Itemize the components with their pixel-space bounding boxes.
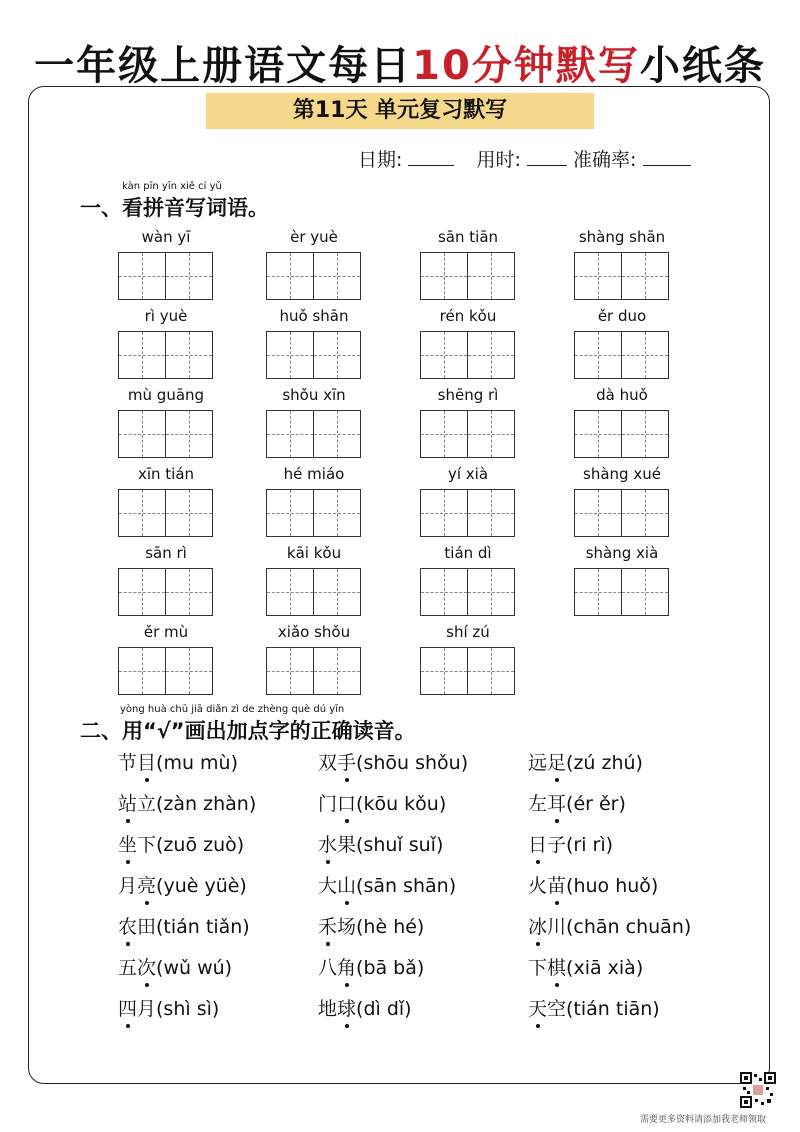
- writing-grid[interactable]: [266, 647, 362, 695]
- dotted-character: 次: [137, 953, 156, 980]
- item-options: (xiā xià): [566, 957, 644, 979]
- dotted-character: 苗: [547, 871, 566, 898]
- grid-cell[interactable]: [165, 568, 213, 616]
- writing-grid[interactable]: [420, 410, 516, 458]
- word-pinyin: hé miáo: [283, 465, 345, 483]
- grid-cell[interactable]: [313, 568, 361, 616]
- word-pinyin: shǒu xīn: [282, 386, 346, 404]
- word-pinyin: shí zú: [446, 623, 490, 641]
- dotted-character: 农: [118, 912, 137, 939]
- date-label: 日期:: [358, 149, 403, 171]
- grid-cell[interactable]: [467, 252, 515, 300]
- word-pinyin: yí xià: [447, 465, 489, 483]
- writing-grid[interactable]: [266, 568, 362, 616]
- dotted-character: 口: [337, 789, 356, 816]
- pronunciation-item[interactable]: [528, 830, 613, 857]
- item-prefix: 双: [318, 752, 338, 774]
- grid-cell[interactable]: [467, 489, 515, 537]
- pronunciation-item[interactable]: [318, 871, 456, 898]
- item-options: 川(chān chuān): [547, 916, 692, 938]
- dotted-character: 冰: [528, 912, 547, 939]
- meta-line: [358, 145, 691, 172]
- pronunciation-item[interactable]: [318, 789, 446, 816]
- item-options: (ér ěr): [566, 793, 626, 815]
- qr-code-icon: [740, 1072, 776, 1108]
- writing-grid[interactable]: [574, 331, 670, 379]
- grid-cell[interactable]: [313, 410, 361, 458]
- item-prefix: 左: [528, 793, 548, 815]
- grid-cell[interactable]: [420, 568, 468, 616]
- day-banner: 第11天 单元复习默写: [206, 93, 594, 129]
- grid-cell[interactable]: [574, 489, 622, 537]
- grid-cell[interactable]: [313, 252, 361, 300]
- grid-cell[interactable]: [467, 647, 515, 695]
- item-prefix: 门: [318, 793, 338, 815]
- pronunciation-item[interactable]: [118, 994, 219, 1021]
- writing-grid[interactable]: [266, 410, 362, 458]
- writing-grid[interactable]: [574, 568, 670, 616]
- item-prefix: 下: [528, 957, 548, 979]
- item-options: (kōu kǒu): [356, 793, 447, 815]
- dotted-character: 目: [137, 748, 156, 775]
- grid-cell[interactable]: [621, 331, 669, 379]
- dotted-character: 山: [337, 871, 356, 898]
- dotted-character: 四: [118, 994, 137, 1021]
- word-pinyin: huǒ shān: [279, 307, 349, 325]
- accuracy-blank[interactable]: [643, 147, 691, 166]
- section2-title: 二、用“√”画出加点字的正确读音。: [80, 719, 416, 743]
- grid-cell[interactable]: [266, 331, 314, 379]
- item-options: (zú zhú): [566, 752, 643, 774]
- dotted-character: 日: [528, 830, 547, 857]
- time-label: 用时:: [476, 149, 521, 171]
- grid-cell[interactable]: [118, 252, 166, 300]
- pronunciation-item[interactable]: [318, 994, 412, 1021]
- writing-grid[interactable]: [420, 331, 516, 379]
- grid-cell[interactable]: [266, 489, 314, 537]
- grid-cell[interactable]: [165, 331, 213, 379]
- grid-cell[interactable]: [118, 489, 166, 537]
- dotted-character: 坐: [118, 830, 137, 857]
- item-options: (shōu shǒu): [356, 752, 469, 774]
- word-pinyin: èr yuè: [290, 228, 338, 246]
- item-options: (dì dǐ): [356, 998, 412, 1020]
- grid-cell[interactable]: [621, 252, 669, 300]
- section2-pinyin-hint: yòng huà chū jiā diǎn zì de zhèng què dú yīn: [120, 704, 345, 715]
- grid-cell[interactable]: [621, 410, 669, 458]
- item-options: 田(tián tiǎn): [137, 916, 250, 938]
- dotted-character: 棋: [547, 953, 566, 980]
- footer-note: 需要更多资料请添加我老师领取: [639, 1115, 766, 1125]
- writing-grid[interactable]: [420, 647, 516, 695]
- pronunciation-item[interactable]: [318, 953, 424, 980]
- item-options: 下(zuō zuò): [137, 834, 245, 856]
- dotted-character: 角: [337, 953, 356, 980]
- pronunciation-item[interactable]: [118, 748, 238, 775]
- section1-pinyin-hint: kàn pīn yīn xiě cí yǔ: [122, 181, 222, 192]
- dotted-character: 站: [118, 789, 137, 816]
- item-options: (mu mù): [156, 752, 238, 774]
- item-prefix: 远: [528, 752, 548, 774]
- item-prefix: 五: [118, 957, 138, 979]
- word-pinyin: mù guāng: [127, 386, 205, 404]
- grid-cell[interactable]: [420, 647, 468, 695]
- writing-grid[interactable]: [420, 489, 516, 537]
- word-pinyin: kāi kǒu: [286, 544, 342, 562]
- page-title: 一年级上册语文每日10分钟默写小纸条: [34, 43, 766, 89]
- word-pinyin: sān tiān: [437, 228, 499, 246]
- grid-cell[interactable]: [574, 252, 622, 300]
- item-options: (sān shān): [356, 875, 457, 897]
- pronunciation-item[interactable]: [528, 789, 626, 816]
- writing-grid[interactable]: [266, 331, 362, 379]
- dotted-character: 手: [337, 748, 356, 775]
- writing-grid[interactable]: [118, 331, 214, 379]
- dotted-character: 亮: [137, 871, 156, 898]
- grid-cell[interactable]: [467, 568, 515, 616]
- grid-cell[interactable]: [266, 410, 314, 458]
- writing-grid[interactable]: [118, 252, 214, 300]
- pronunciation-item[interactable]: [118, 830, 244, 857]
- writing-grid[interactable]: [574, 410, 670, 458]
- item-options: (huo huǒ): [566, 875, 659, 897]
- word-pinyin: xiǎo shǒu: [277, 623, 351, 641]
- pronunciation-item[interactable]: [318, 912, 424, 939]
- writing-grid[interactable]: [420, 252, 516, 300]
- writing-grid[interactable]: [574, 489, 670, 537]
- grid-cell[interactable]: [313, 331, 361, 379]
- item-prefix: 地: [318, 998, 338, 1020]
- word-pinyin: tián dì: [444, 544, 492, 562]
- item-options: (yuè yüè): [156, 875, 247, 897]
- pronunciation-item[interactable]: [528, 953, 643, 980]
- word-pinyin: xīn tián: [137, 465, 195, 483]
- item-prefix: 八: [318, 957, 338, 979]
- title-highlight: 10分钟默写: [412, 43, 640, 89]
- writing-grid[interactable]: [118, 410, 214, 458]
- section1-title: 一、看拼音写词语。: [80, 196, 269, 220]
- writing-grid[interactable]: [118, 489, 214, 537]
- word-pinyin: shàng shān: [578, 228, 666, 246]
- accuracy-label: 准确率:: [573, 149, 637, 171]
- grid-cell[interactable]: [420, 331, 468, 379]
- pronunciation-item[interactable]: [528, 871, 658, 898]
- item-options: 场(hè hé): [337, 916, 425, 938]
- dotted-character: 耳: [547, 789, 566, 816]
- word-pinyin: ěr mù: [143, 623, 189, 641]
- grid-cell[interactable]: [165, 252, 213, 300]
- pronunciation-item[interactable]: [118, 953, 232, 980]
- grid-cell[interactable]: [621, 568, 669, 616]
- grid-cell[interactable]: [574, 410, 622, 458]
- item-options: (wǔ wú): [156, 957, 233, 979]
- pronunciation-item[interactable]: [318, 830, 443, 857]
- date-blank[interactable]: [408, 147, 454, 166]
- pronunciation-item[interactable]: [118, 871, 247, 898]
- word-pinyin: wàn yī: [141, 228, 191, 246]
- item-options: 月(shì sì): [137, 998, 220, 1020]
- item-options: 空(tián tiān): [547, 998, 660, 1020]
- word-pinyin: ěr duo: [597, 307, 647, 325]
- word-pinyin: dà huǒ: [596, 386, 648, 404]
- grid-cell[interactable]: [420, 410, 468, 458]
- dotted-character: 天: [528, 994, 547, 1021]
- grid-cell[interactable]: [165, 489, 213, 537]
- grid-cell[interactable]: [574, 331, 622, 379]
- grid-cell[interactable]: [118, 410, 166, 458]
- item-options: 果(shuǐ suǐ): [337, 834, 444, 856]
- writing-grid[interactable]: [574, 252, 670, 300]
- dotted-character: 水: [318, 830, 337, 857]
- grid-cell[interactable]: [118, 647, 166, 695]
- pronunciation-item[interactable]: [528, 748, 643, 775]
- grid-cell[interactable]: [118, 568, 166, 616]
- writing-grid[interactable]: [266, 489, 362, 537]
- item-options: 子(ri rì): [547, 834, 614, 856]
- word-pinyin: shàng xué: [583, 465, 661, 483]
- writing-grid[interactable]: [266, 252, 362, 300]
- word-pinyin: rì yuè: [144, 307, 188, 325]
- dotted-character: 禾: [318, 912, 337, 939]
- time-blank[interactable]: [527, 147, 567, 166]
- pronunciation-item[interactable]: [118, 789, 256, 816]
- pronunciation-item[interactable]: [318, 748, 468, 775]
- item-prefix: 火: [528, 875, 548, 897]
- item-options: 立(zàn zhàn): [137, 793, 257, 815]
- grid-cell[interactable]: [420, 252, 468, 300]
- word-pinyin: shàng xià: [585, 544, 659, 562]
- grid-cell[interactable]: [313, 647, 361, 695]
- dotted-character: 球: [337, 994, 356, 1021]
- grid-cell[interactable]: [266, 647, 314, 695]
- grid-cell[interactable]: [266, 252, 314, 300]
- pronunciation-item[interactable]: [528, 912, 691, 939]
- grid-cell[interactable]: [313, 489, 361, 537]
- writing-grid[interactable]: [420, 568, 516, 616]
- grid-cell[interactable]: [165, 410, 213, 458]
- grid-cell[interactable]: [621, 489, 669, 537]
- grid-cell[interactable]: [266, 568, 314, 616]
- grid-cell[interactable]: [574, 568, 622, 616]
- pronunciation-item[interactable]: [118, 912, 250, 939]
- dotted-character: 足: [547, 748, 566, 775]
- grid-cell[interactable]: [467, 410, 515, 458]
- writing-grid[interactable]: [118, 647, 214, 695]
- item-prefix: 大: [318, 875, 338, 897]
- grid-cell[interactable]: [467, 331, 515, 379]
- grid-cell[interactable]: [165, 647, 213, 695]
- grid-cell[interactable]: [118, 331, 166, 379]
- word-pinyin: sān rì: [145, 544, 187, 562]
- item-prefix: 月: [118, 875, 138, 897]
- word-pinyin: shēng rì: [437, 386, 499, 404]
- word-pinyin: rén kǒu: [439, 307, 497, 325]
- item-options: (bā bǎ): [356, 957, 425, 979]
- item-prefix: 节: [118, 752, 138, 774]
- grid-cell[interactable]: [420, 489, 468, 537]
- pronunciation-item[interactable]: [528, 994, 660, 1021]
- writing-grid[interactable]: [118, 568, 214, 616]
